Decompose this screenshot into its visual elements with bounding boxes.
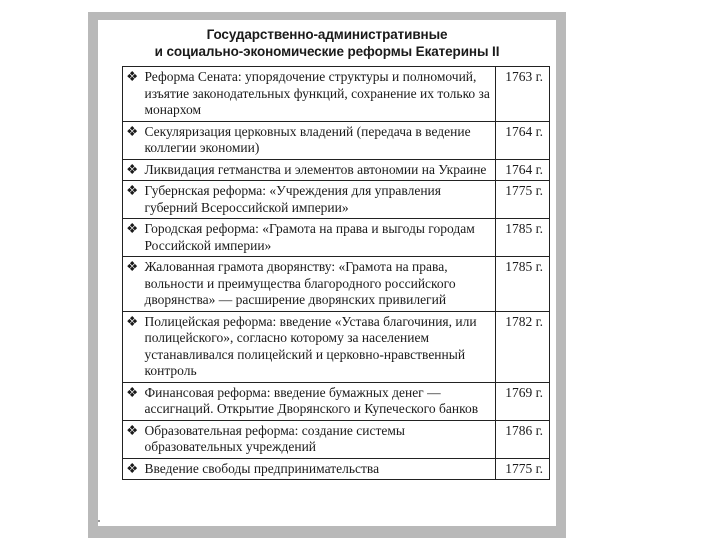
reform-year: 1786 г. — [496, 420, 550, 458]
table-row — [123, 458, 550, 480]
scan-artifact — [98, 520, 100, 522]
title-line-1: Государственно-административные — [206, 27, 448, 42]
reform-description: Ликвидация гетманства и элементов автономии на Украине — [144, 159, 495, 181]
reform-year: 1782 г. — [496, 311, 550, 382]
diamond-bullet-icon: ❖ — [123, 458, 145, 480]
diamond-bullet-icon: ❖ — [123, 257, 145, 312]
diamond-bullet-icon: ❖ — [123, 159, 145, 181]
diamond-bullet-icon: ❖ — [123, 311, 145, 382]
reform-year: 1763 г. — [496, 67, 550, 122]
document-title — [98, 26, 556, 60]
reform-description: Финансовая реформа: введение бумажных денег — ассигнаций. Открытие Дворянского и Купеческого банков — [144, 382, 495, 420]
reform-description: Реформа Сената: упорядочение структуры и полномочий, изъятие законодательных функций, сохранение их только за монархом — [144, 67, 495, 122]
diamond-bullet-icon: ❖ — [123, 181, 145, 219]
reform-description: Полицейская реформа: введение «Устава благочиния, или полицейского», согласно которому за населением устанавливался полицейский и церковно-нравственный контроль — [144, 311, 495, 382]
diamond-bullet-icon: ❖ — [123, 121, 145, 159]
reform-description: Городская реформа: «Грамота на права и выгоды городам Российской империи» — [144, 219, 495, 257]
reform-year: 1785 г. — [496, 219, 550, 257]
table-row — [123, 382, 550, 420]
table-row — [123, 420, 550, 458]
table-row — [123, 159, 550, 181]
reform-description: Секуляризация церковных владений (передача в ведение коллегии экономии) — [144, 121, 495, 159]
reform-description: Жалованная грамота дворянству: «Грамота на права, вольности и преимущества благородного российского дворянства» — расширение дворянских привилегий — [144, 257, 495, 312]
table-row — [123, 121, 550, 159]
table-row — [123, 181, 550, 219]
table-row — [123, 311, 550, 382]
document-page — [98, 20, 556, 526]
reform-year: 1769 г. — [496, 382, 550, 420]
reform-year: 1775 г. — [496, 458, 550, 480]
reform-year: 1764 г. — [496, 121, 550, 159]
reform-description: Губернская реформа: «Учреждения для управления губерний Всероссийской империи» — [144, 181, 495, 219]
reform-description: Образовательная реформа: создание системы образовательных учреждений — [144, 420, 495, 458]
diamond-bullet-icon: ❖ — [123, 420, 145, 458]
reform-year: 1764 г. — [496, 159, 550, 181]
table-row — [123, 67, 550, 122]
reform-description: Введение свободы предпринимательства — [144, 458, 495, 480]
diamond-bullet-icon: ❖ — [123, 382, 145, 420]
diamond-bullet-icon: ❖ — [123, 67, 145, 122]
reforms-table — [122, 66, 550, 480]
reform-year: 1775 г. — [496, 181, 550, 219]
title-line-2: и социально-экономические реформы Екатерины II — [154, 44, 500, 59]
table-row — [123, 219, 550, 257]
diamond-bullet-icon: ❖ — [123, 219, 145, 257]
reform-year: 1785 г. — [496, 257, 550, 312]
table-row — [123, 257, 550, 312]
